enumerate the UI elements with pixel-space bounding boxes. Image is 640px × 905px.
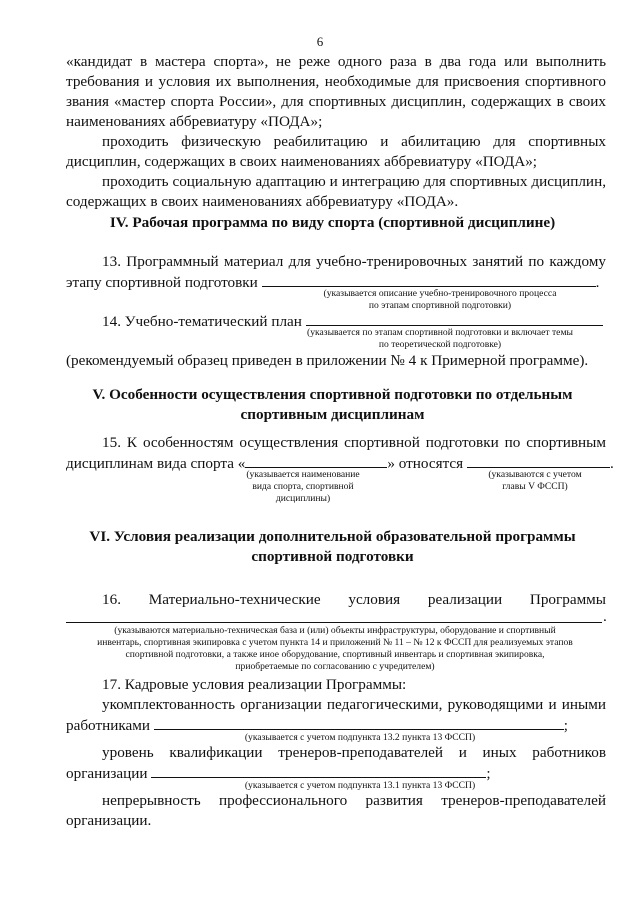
intro-line-8: содержащих в своих наименованиях аббревиатуру «ПОДА».: [66, 193, 459, 210]
p17-qual-blank[interactable]: [151, 763, 486, 778]
p14-line-2: (рекомендуемый образец приведен в приложении № 4 к Примерной программе).: [66, 352, 589, 369]
p16-caption-1: (указываются материально-техническая база и (или) объекты инфраструктуры, оборудование и спортивный: [114, 625, 556, 636]
p17-line-1: 17. Кадровые условия реализации Программы:: [102, 676, 407, 693]
p16-end: .: [603, 608, 607, 625]
p17-caption-1: (указывается с учетом подпункта 13.2 пункта 13 ФССП): [244, 732, 476, 743]
section-5-title-line-2: спортивным дисциплинам: [240, 406, 425, 423]
p13-end: .: [595, 274, 600, 291]
p15-caption-right-1: (указываются с учетом: [488, 469, 582, 480]
p17-qual-text: организации: [66, 765, 148, 782]
p13-caption-2: по этапам спортивной подготовки): [368, 300, 512, 311]
p14-caption-2: по теоретической подготовке): [378, 339, 502, 350]
p16-caption-4: приобретаемые по согласованию с учредителем): [235, 661, 435, 672]
p15-blank-sport[interactable]: [245, 453, 387, 468]
p14-text: 14. Учебно-тематический план: [102, 313, 302, 330]
intro-line-2: требования и условия их выполнения, необходимые для присвоения спортивного: [66, 73, 606, 90]
p17-line-6: непрерывность профессионального развития тренеров-преподавателей: [102, 792, 606, 809]
section-6-title-line-2: спортивной подготовки: [251, 548, 414, 565]
p13-blank-line[interactable]: [262, 272, 596, 287]
page-number: 6: [316, 34, 324, 49]
p15-blank-features[interactable]: [467, 453, 610, 468]
section-6-title-line-1: VI. Условия реализации дополнительной образовательной программы: [89, 528, 576, 545]
section-4-title: IV. Рабочая программа по виду спорта (спортивной дисциплине): [109, 214, 556, 231]
p17-caption-2: (указывается с учетом подпункта 13.1 пункта 13 ФССП): [244, 780, 476, 791]
p15-text-b: » относятся: [387, 455, 464, 472]
p17-staff-text: работниками: [66, 717, 150, 734]
p15-caption-left-3: дисциплины): [275, 493, 331, 504]
p17-line-7: организации.: [66, 812, 152, 829]
p17-staff-end: ;: [563, 717, 569, 734]
p15-caption-left-1: (указывается наименование: [246, 469, 360, 480]
p15-text-a: дисциплинам вида спорта «: [66, 455, 246, 472]
p15-caption-right-2: главы V ФССП): [502, 481, 568, 492]
p17-line-4: уровень квалификации тренеров-преподавателей и иных работников: [102, 744, 606, 761]
p16-blank-line[interactable]: [66, 622, 602, 623]
section-5-title-line-1: V. Особенности осуществления спортивной подготовки по отдельным: [92, 386, 573, 403]
p16-caption-2: инвентарь, спортивная экипировка с учетом пункта 14 и приложений № 11 – № 12 к ФССП для реализуемых этапов: [97, 637, 573, 648]
intro-line-3: звания «мастер спорта России», для спортивных дисциплин, содержащих в своих: [66, 93, 606, 110]
p17-qual-end: ;: [486, 765, 491, 782]
p16-caption-3: спортивной подготовки, а также иное оборудование, спортивный инвентарь и спортивная экипировка,: [125, 649, 545, 660]
p16-line-1: 16. Материально-технические условия реализации Программы: [102, 591, 606, 608]
p14-blank-line[interactable]: [306, 311, 603, 326]
p15-caption-left-2: вида спорта, спортивной: [252, 481, 354, 492]
p14-caption-1: (указывается по этапам спортивной подготовки и включает темы: [307, 327, 573, 338]
p13-text: этапу спортивной подготовки: [66, 274, 258, 291]
intro-line-4: наименованиях аббревиатуру «ПОДА»;: [66, 113, 323, 130]
p17-line-2: укомплектованность организации педагогическими, руководящими и иными: [102, 696, 606, 713]
intro-line-7: проходить социальную адаптацию и интеграцию для спортивных дисциплин,: [102, 173, 606, 190]
intro-line-6: дисциплин, содержащих в своих наименованиях аббревиатуру «ПОДА»;: [66, 153, 538, 170]
p13-line-1: 13. Программный материал для учебно-тренировочных занятий по каждому: [102, 253, 606, 270]
p17-staff-blank[interactable]: [154, 715, 564, 730]
intro-line-5: проходить физическую реабилитацию и абилитацию для спортивных: [102, 133, 606, 150]
p15-end: .: [609, 455, 614, 472]
p13-caption-1: (указывается описание учебно-тренировочного процесса: [323, 288, 557, 299]
intro-line-1: «кандидат в мастера спорта», не реже одного раза в два года или выполнить: [66, 53, 606, 70]
p15-line-1: 15. К особенностям осуществления спортивной подготовки по спортивным: [102, 434, 606, 451]
